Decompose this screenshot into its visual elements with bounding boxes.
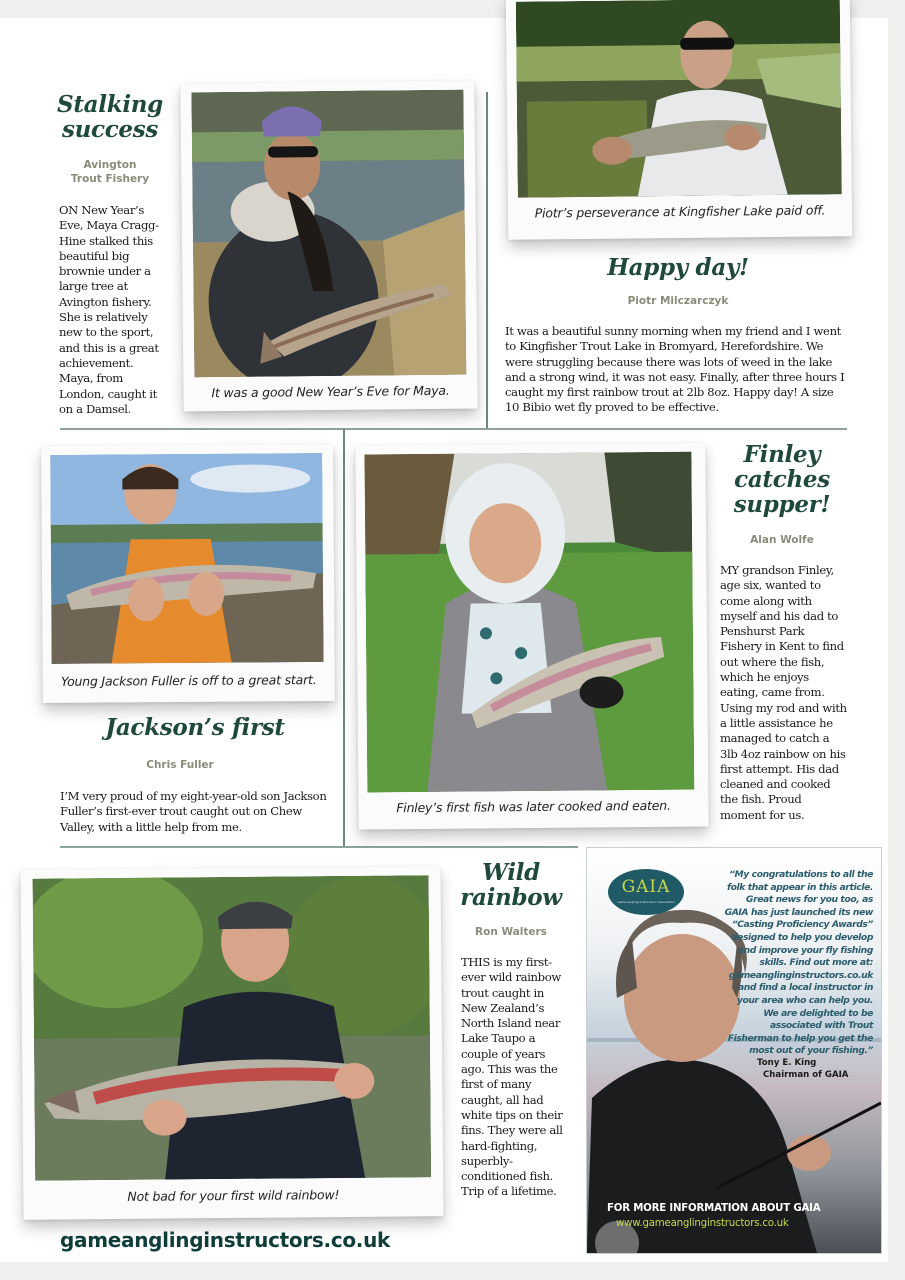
byline-wild-rainbow: Ron Walters xyxy=(475,926,547,938)
gaia-logo-text: GAIA xyxy=(621,877,671,897)
gaia-advert[interactable] xyxy=(586,847,882,1254)
photo-frame-ron xyxy=(20,866,443,1220)
headline-wild-rainbow: Wild rainbow xyxy=(460,859,562,911)
photo-maya-brown-trout xyxy=(191,90,466,378)
gaia-quote: “My congratulations to all the folk that appear in this article. Great news for you too, as GAIA has just launched its new “Casting Proficiency Awards” designed to help you develop and improve your fly fishing skills. Find out more at: gameanglinginstructors.co.uk and find a local instructor in your area who can help you. We are delighted to be associated with Trout Fisherman to help you get the most out of your fishing.” xyxy=(724,869,873,1057)
headline-jacksons-first: Jackson’s first xyxy=(105,714,285,741)
photo-frame-maya xyxy=(180,80,477,411)
column-divider-middle xyxy=(343,429,345,847)
photo-frame-jackson xyxy=(41,444,335,703)
caption-jackson: Young Jackson Fuller is off to a great start. xyxy=(60,672,317,689)
photo-piotr-rainbow-trout xyxy=(516,0,842,198)
gaia-signature: Tony E. King Chairman of GAIA xyxy=(757,1058,849,1080)
headline-finley-catches-supper: Finley catches supper! xyxy=(733,441,831,518)
byline-finley-catches-supper: Alan Wolfe xyxy=(750,534,814,546)
footer-website-url[interactable]: gameanglinginstructors.co.uk xyxy=(60,1228,391,1252)
photo-frame-piotr xyxy=(506,0,853,240)
photo-jackson-rainbow-trout xyxy=(50,453,323,664)
photo-ron-wild-rainbow-trout xyxy=(33,875,432,1180)
headline-stalking-success: Stalking success xyxy=(57,91,163,143)
body-finley-catches-supper: MY grandson Finley, age six, wanted to come along with myself and his dad to Penshurst Park Fishery in Kent to find out where the fish, which he enjoys eating, came from. Using my rod and with a little assistance he managed to catch a 3lb 4oz rainbow on his first attempt. His dad cleaned and cooked the fish. Proud moment for us. xyxy=(720,563,847,822)
row-divider-2 xyxy=(60,846,578,848)
photo-finley-rainbow-trout xyxy=(364,452,694,793)
gaia-cta-url[interactable]: www.gameanglinginstructors.co.uk xyxy=(616,1218,789,1229)
byline-jacksons-first: Chris Fuller xyxy=(146,759,214,771)
photo-frame-finley xyxy=(355,442,708,829)
gaia-logo-subtext: Game Angling Instructors’ Association xyxy=(617,900,675,904)
body-stalking-success: ON New Year’s Eve, Maya Cragg-Hine stalked this beautiful big brownie under a large tree at Avington fishery. She is relatively new to the sport, and this is a great achievement. Maya, from London, caught it on a Damsel. xyxy=(59,203,159,416)
body-happy-day: It was a beautiful sunny morning when my friend and I went to Kingfisher Trout Lake in Bromyard, Herefordshire. We were struggling because there was lots of weed in the lake and a strong wind, it was not easy. Finally, after three hours I caught my first rainbow trout at 2lb 8oz. Happy day! A size 10 Bibio wet fly proved to be effective. xyxy=(505,324,845,415)
gaia-logo xyxy=(608,869,684,915)
body-jacksons-first: I’M very proud of my eight-year-old son Jackson Fuller’s first-ever trout caught out on Chew Valley, with a little help from me. xyxy=(60,789,327,834)
byline-stalking-success: Avington Trout Fishery xyxy=(70,159,150,186)
caption-maya: It was a good New Year’s Eve for Maya. xyxy=(211,382,450,401)
headline-happy-day: Happy day! xyxy=(607,254,749,281)
body-wild-rainbow: THIS is my first-ever wild rainbow trout caught in New Zealand’s North Island near Lake Taupo a couple of years ago. This was the first of many caught, all had white tips on their fins. They were all hard-fighting, superbly-conditioned fish. Trip of a lifetime. xyxy=(461,955,563,1199)
gaia-cta-heading: FOR MORE INFORMATION ABOUT GAIA xyxy=(607,1203,821,1214)
caption-finley: Finley’s first fish was later cooked and eaten. xyxy=(396,797,671,816)
caption-ron: Not bad for your first wild rainbow! xyxy=(127,1187,340,1204)
row-divider-1 xyxy=(60,428,847,430)
caption-piotr: Piotr’s perseverance at Kingfisher Lake paid off. xyxy=(534,202,826,221)
column-divider-top xyxy=(486,92,488,428)
byline-happy-day: Piotr Milczarczyk xyxy=(627,295,729,307)
